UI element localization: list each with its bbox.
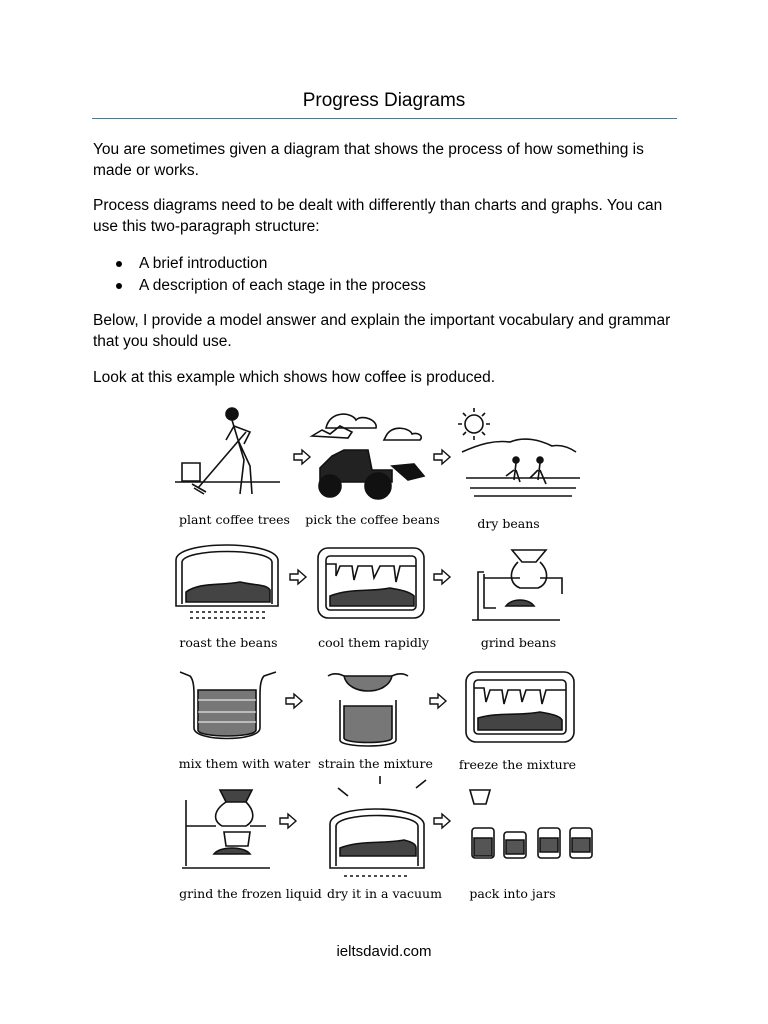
cooling-chamber-icon: [318, 548, 424, 618]
model-answer-paragraph: Below, I provide a model answer and explain the important vocabulary and grammar that you should use.: [93, 312, 671, 350]
stage-label-freeze: freeze the mixture: [458, 757, 577, 772]
oven-roasting-icon: [176, 545, 278, 618]
strainer-icon: [328, 674, 408, 746]
stage-label-dry: dry beans: [477, 516, 540, 531]
stage-label-pick: pick the coffee beans: [305, 512, 440, 527]
grinder-machine-icon: [182, 790, 270, 868]
stage-label-cool: cool them rapidly: [318, 635, 429, 650]
mixing-vat-icon: [180, 672, 276, 739]
footer-website: ieltsdavid.com: [336, 943, 432, 960]
stage-label-plant: plant coffee trees: [179, 512, 290, 527]
stage-label-roast: roast the beans: [179, 635, 278, 650]
intro-paragraph: You are sometimes given a diagram that shows the process of how something is made or works.: [93, 141, 644, 179]
list-item: A brief introduction: [116, 253, 426, 275]
vacuum-chamber-icon: [330, 776, 426, 876]
stage-label-grind: grind beans: [480, 635, 557, 650]
stage-label-mix: mix them with water: [178, 756, 311, 771]
list-item: A description of each stage in the process: [116, 275, 426, 297]
stage-label-vacuum: dry it in a vacuum: [327, 886, 442, 901]
grinder-icon: [472, 550, 562, 620]
stage-label-pack: pack into jars: [469, 886, 556, 901]
stage-label-strain: strain the mixture: [318, 756, 433, 771]
tractor-icon: [312, 414, 424, 499]
structure-paragraph: Process diagrams need to be dealt with differently than charts and graphs. You can use this two-paragraph structure:: [93, 197, 663, 235]
example-paragraph: Look at this example which shows how coffee is produced.: [93, 369, 496, 386]
freezer-icon: [466, 672, 574, 742]
jars-icon: [470, 790, 592, 858]
sun-drying-field-icon: [458, 408, 580, 496]
right-arrow-icon: [294, 450, 450, 464]
right-arrow-icon: [290, 570, 450, 584]
stage-label-grind-frozen: grind the frozen liquid: [179, 886, 322, 901]
page-title: Progress Diagrams: [302, 90, 466, 111]
farmer-planting-icon: [175, 408, 280, 494]
